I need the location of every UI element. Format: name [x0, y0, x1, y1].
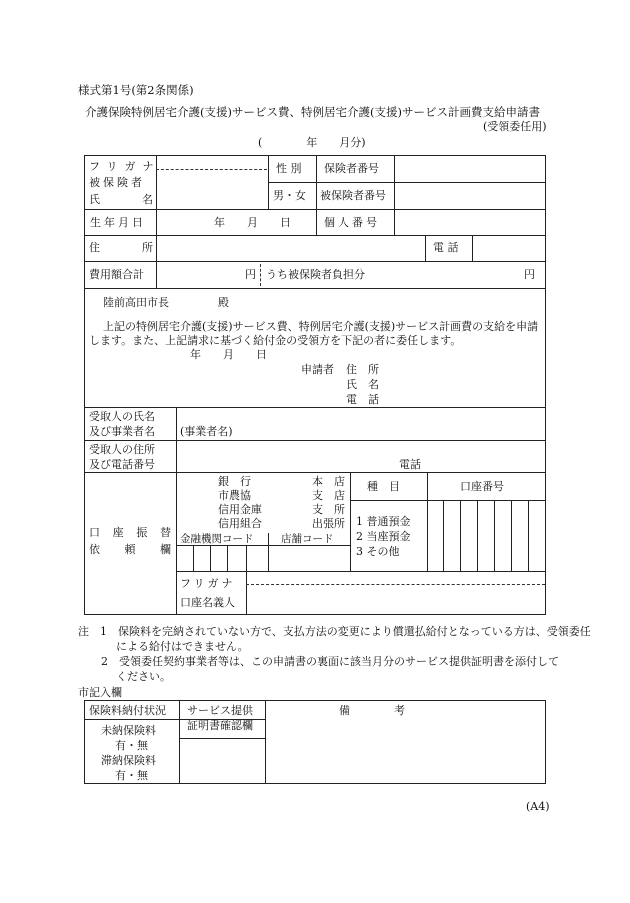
period-field[interactable]: ( 年 月分)	[258, 136, 366, 149]
unpaid-label: 未納保険料	[101, 724, 156, 737]
birth-label: 生年月日	[90, 216, 146, 229]
applicant-name: 氏 名	[346, 378, 379, 391]
declaration-body: 上記の特例居宅介護(支援)サービス費、特例居宅介護(支援)サービス計画費の支給を申請します。また、上記請求に基づく給付金の受領方を下記の者に委任します。	[89, 320, 539, 347]
personal-no-label: 個人番号	[324, 216, 380, 229]
branch-type-office: 支 所	[312, 503, 345, 516]
phone-label: 電 話	[433, 241, 459, 254]
birth-value[interactable]: 年 月 日	[214, 216, 291, 229]
furigana-label: フリガナ	[89, 160, 161, 173]
self-pay-yen: 円	[524, 268, 535, 281]
branch-code-label: 店舗コード	[281, 533, 334, 545]
branch-type-agency: 出張所	[312, 517, 345, 530]
form-title: 介護保険特例居宅介護(支援)サービス費、特例居宅介護(支援)サービス計画費支給申請書	[85, 105, 540, 119]
premium-status-label: 保険料納付状況	[89, 704, 166, 717]
bank-section-label-2: 依 頼 欄	[89, 543, 171, 556]
account-type-label: 種 目	[367, 480, 400, 493]
sex-label: 性 別	[276, 162, 302, 175]
inst-code-label: 金融機関コード	[180, 533, 254, 545]
inst-type-bank: 銀 行	[218, 475, 251, 488]
service-cert-label-2: 証明書確認欄	[187, 719, 253, 732]
applicant-phone: 電 話	[346, 393, 379, 406]
sex-options[interactable]: 男・女	[273, 189, 306, 202]
overdue-yes-no[interactable]: 有・無	[115, 769, 148, 782]
recipient-addr-label-2: 及び電話番号	[89, 458, 155, 471]
cost-yen: 円	[245, 268, 256, 281]
note-2: 2 受領委任契約事業者等は、この申請書の裏面に該当月分のサービス提供証明書を添付してください。	[101, 655, 559, 683]
paper-size: (A4)	[526, 800, 550, 813]
note-1: 注 1 保険料を完納されていない方で、支払方法の変更により償還払給付となっている方は、受領委任による給付はできません。	[78, 625, 591, 653]
honorific: 殿	[218, 296, 229, 309]
holder-label: 口座名義人	[180, 596, 235, 609]
inst-type-agri: 市農協	[218, 489, 251, 502]
holder-furigana-label: フリガナ	[180, 577, 236, 590]
business-name[interactable]: (事業者名)	[180, 425, 233, 438]
inst-type-shinkin: 信用金庫	[218, 503, 262, 516]
remarks-label: 備 考	[339, 704, 405, 717]
name-label: 氏 名	[89, 193, 153, 206]
account-type-ordinary[interactable]: 1 普通預金	[356, 515, 411, 528]
insured-label: 被保険者	[89, 176, 145, 189]
unpaid-yes-no[interactable]: 有・無	[115, 739, 148, 752]
branch-type-main: 本 店	[312, 475, 345, 488]
bank-section-label-1: 口 座 振 替	[89, 526, 171, 539]
account-no-label: 口座番号	[460, 480, 504, 493]
account-type-other[interactable]: 3 その他	[356, 545, 400, 558]
city-section-title: 市記入欄	[78, 686, 122, 699]
overdue-label: 滞納保険料	[101, 754, 156, 767]
applicant-label: 申請者	[301, 363, 334, 376]
recipient-name-label-1: 受取人の氏名	[89, 410, 155, 423]
service-cert-label-1: サービス提供	[187, 704, 253, 717]
self-pay-label: うち被保険者負担分	[266, 268, 365, 281]
recipient-name-label-2: 及び事業者名	[89, 425, 155, 438]
form-number: 様式第1号(第2条関係)	[78, 83, 194, 97]
inst-type-kumiai: 信用組合	[218, 517, 262, 530]
recipient-phone: 電話	[399, 458, 421, 471]
applicant-address: 住 所	[346, 363, 379, 376]
address-label: 住 所	[89, 241, 153, 254]
recipient-addr-label-1: 受取人の住所	[89, 443, 155, 456]
account-type-current[interactable]: 2 当座預金	[356, 530, 411, 543]
addressee: 陸前高田市長	[103, 296, 169, 309]
branch-type-branch: 支 店	[312, 489, 345, 502]
insurer-no-label: 保険者番号	[324, 162, 379, 175]
declaration-date[interactable]: 年 月 日	[190, 348, 267, 361]
form-subtitle: (受領委任用)	[483, 120, 547, 133]
insured-no-label: 被保険者番号	[320, 189, 386, 202]
cost-total-label: 費用額合計	[89, 268, 144, 281]
